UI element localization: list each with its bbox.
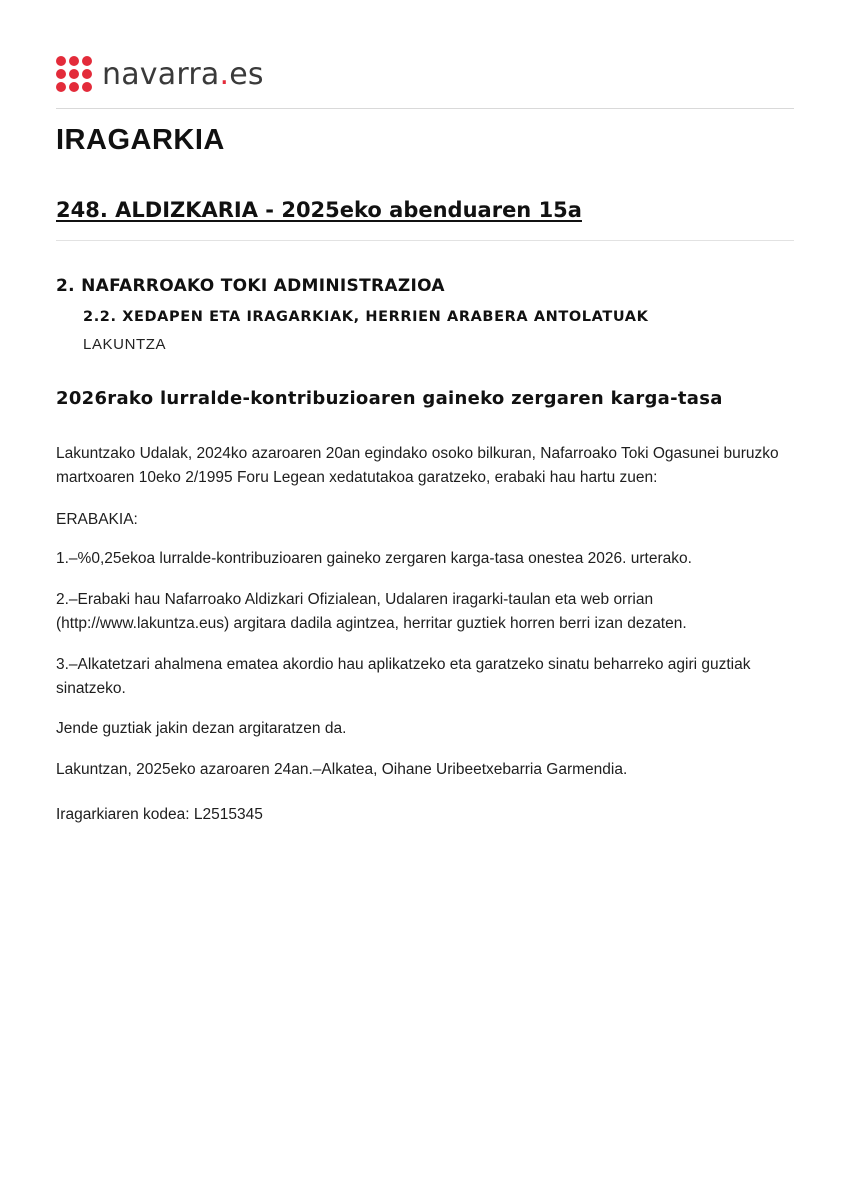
announcement-code: Iragarkiaren kodea: L2515345: [56, 806, 263, 823]
logo-wordmark: [102, 57, 264, 92]
page-header: [56, 0, 794, 109]
decision-item-3: 3.–Alkatetzari ahalmena ematea akordio hau aplikatzeko eta garatzeko sinatu beharreko agiri guztiak sinatzeko.: [56, 656, 751, 697]
signature-text: Lakuntzan, 2025eko azaroaren 24an.–Alkatea, Oihane Uribeetxebarria Garmendia.: [56, 761, 628, 778]
announcement-title: 2026rako lurralde-kontribuzioaren gaineko zergaren karga-tasa: [56, 388, 723, 409]
bulletin-header: [56, 198, 794, 241]
document-page: [56, 0, 794, 823]
municipality-name: LAKUNTZA: [83, 336, 167, 353]
decision-heading: ERABAKIA:: [56, 511, 138, 528]
subsection-title: 2.2. XEDAPEN ETA IRAGARKIAK, HERRIEN ARABERA ANTOLATUAK: [83, 309, 649, 325]
decision-item-1: 1.–%0,25ekoa lurralde-kontribuzioaren gaineko zergaren karga-tasa onestea 2026. urterako.: [56, 550, 692, 567]
logo-text-main: navarra: [102, 57, 220, 92]
document-title: IRAGARKIA: [56, 124, 225, 156]
logo-text-suffix: es: [229, 57, 264, 92]
logo-dots-icon: [56, 56, 94, 94]
decision-item-2: 2.–Erabaki hau Nafarroako Aldizkari Ofizialean, Udalaren iragarki-taulan eta web orrian (http://www.lakuntza.eus) argitara dadila agintzea, herritar guztiek horren berri izan dezaten.: [56, 591, 687, 632]
announcement-intro: Lakuntzako Udalak, 2024ko azaroaren 20an egindako osoko bilkuran, Nafarroako Toki Ogasunei buruzko martxoaren 10eko 2/1995 Foru Legean xedatutakoa garatzeko, erabaki hau hartu zuen:: [56, 445, 779, 486]
navarra-logo[interactable]: [56, 56, 264, 94]
logo-text-dot: .: [219, 57, 230, 92]
closing-text: Jende guztiak jakin dezan argitaratzen da.: [56, 720, 347, 737]
section-title: 2. NAFARROAKO TOKI ADMINISTRAZIOA: [56, 276, 445, 296]
bulletin-link[interactable]: 248. ALDIZKARIA - 2025eko abenduaren 15a: [56, 198, 582, 222]
